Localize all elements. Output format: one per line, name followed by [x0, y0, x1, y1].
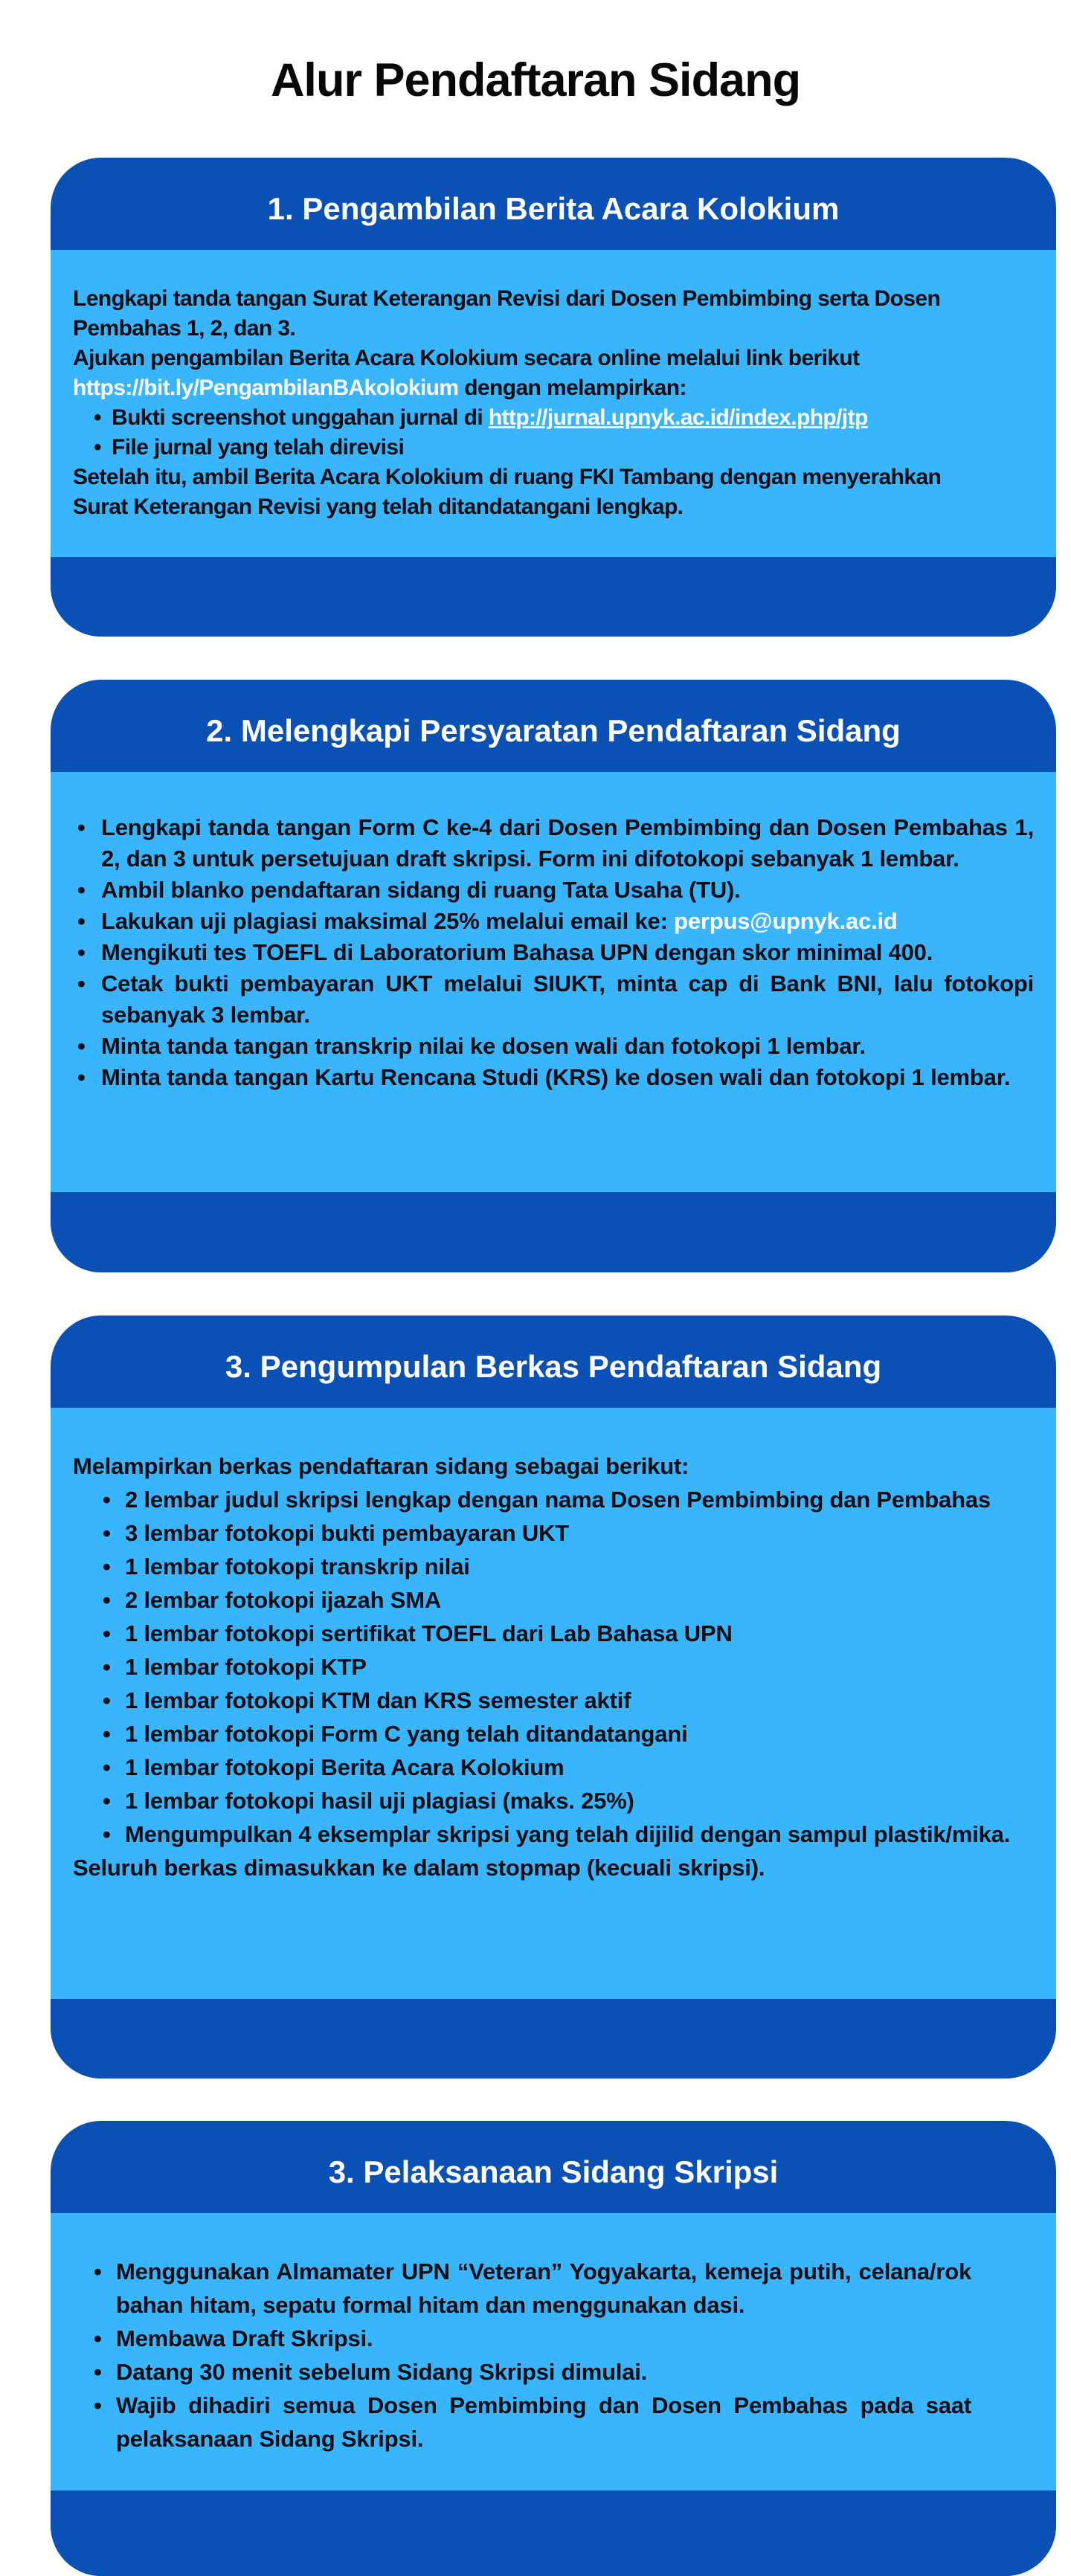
- list-item: • 1 lembar fotokopi Berita Acara Kolokium: [103, 1751, 1034, 1784]
- list-item: [92, 403, 1032, 433]
- step-card-1: [51, 158, 1056, 637]
- list-item: • 1 lembar fotokopi sertifikat TOEFL dari Lab Bahasa UPN: [103, 1617, 1034, 1650]
- bitly-link[interactable]: https://bit.ly/PengambilanBAkolokium: [73, 376, 459, 401]
- card-4-title: 3. Pelaksanaan Sidang Skripsi: [328, 2154, 779, 2190]
- card-4-footer: [51, 2490, 1056, 2576]
- card-1-footer: [51, 557, 1056, 637]
- list-item: • 2 lembar fotokopi ijazah SMA: [103, 1583, 1034, 1617]
- card-1-paragraph-2: [73, 344, 1032, 403]
- list-item: • Minta tanda tangan Kartu Rencana Studi (KRS) ke dosen wali dan fotokopi 1 lembar.: [76, 1062, 1034, 1093]
- step-card-3: [51, 1316, 1056, 2078]
- card-2-bullet-list: [76, 812, 1034, 1093]
- list-item: • 1 lembar fotokopi KTP: [103, 1650, 1034, 1684]
- card-4-body: [51, 2213, 1056, 2490]
- card-1-paragraph-3: Setelah itu, ambil Berita Acara Kolokium di ruang FKI Tambang dengan menyerahkan Surat Keterangan Revisi yang telah ditandatangani lengkap.: [73, 465, 942, 520]
- card-2-footer: [51, 1192, 1056, 1272]
- card-4-bullet-list: [94, 2255, 1034, 2456]
- list-item: • 3 lembar fotokopi bukti pembayaran UKT: [103, 1516, 1034, 1550]
- list-item: • 2 lembar judul skripsi lengkap dengan nama Dosen Pembimbing dan Pembahas: [103, 1483, 1034, 1516]
- perpus-email-link[interactable]: perpus@upnyk.ac.id: [674, 908, 898, 935]
- card-1-bullet-list: [92, 403, 1032, 463]
- list-item: • Membawa Draft Skripsi.: [94, 2322, 971, 2355]
- card-1-paragraph-1: Lengkapi tanda tangan Surat Keterangan Revisi dari Dosen Pembimbing serta Dosen Pembahas 1, 2, dan 3.: [73, 286, 941, 341]
- list-item: [76, 906, 1034, 937]
- card-3-body: [51, 1408, 1056, 1999]
- list-item: • Ambil blanko pendaftaran sidang di ruang Tata Usaha (TU).: [76, 875, 1034, 906]
- card-3-bullet-list: [103, 1483, 1034, 1851]
- page-title: Alur Pendaftaran Sidang: [270, 54, 801, 107]
- step-card-2: [51, 680, 1056, 1272]
- card-1-header: [51, 158, 1056, 250]
- jurnal-upload-link[interactable]: http://jurnal.upnyk.ac.id/index.php/jtp: [488, 405, 868, 431]
- card-1-paragraph-2-suffix: dengan melampirkan:: [458, 376, 686, 401]
- card-1-bullet-1-text: Bukti screenshot unggahan jurnal di: [112, 405, 489, 431]
- list-item: • Lengkapi tanda tangan Form C ke-4 dari Dosen Pembimbing dan Dosen Pembahas 1, 2, dan 3 untuk persetujuan draft skripsi. Form ini difotokopi sebanyak 1 lembar.: [76, 812, 1034, 875]
- card-3-outro: Seluruh berkas dimasukkan ke dalam stopmap (kecuali skripsi).: [73, 1855, 765, 1881]
- card-4-header: [51, 2121, 1056, 2213]
- list-item: • 1 lembar fotokopi transkrip nilai: [103, 1550, 1034, 1583]
- card-1-paragraph-2-text: Ajukan pengambilan Berita Acara Kolokium secara online melalui link berikut: [73, 346, 860, 371]
- card-1-title: 1. Pengambilan Berita Acara Kolokium: [267, 191, 840, 227]
- step-card-4: [51, 2121, 1056, 2576]
- card-3-header: [51, 1316, 1056, 1408]
- list-item: • Mengumpulkan 4 eksemplar skripsi yang telah dijilid dengan sampul plastik/mika.: [103, 1817, 1034, 1851]
- list-item: • 1 lembar fotokopi hasil uji plagiasi (maks. 25%): [103, 1784, 1034, 1817]
- list-item: • Cetak bukti pembayaran UKT melalui SIUKT, minta cap di Bank BNI, lalu fotokopi sebanyak 3 lembar.: [76, 968, 1034, 1031]
- card-2-body: [51, 772, 1056, 1192]
- list-item: • Menggunakan Almamater UPN “Veteran” Yogyakarta, kemeja putih, celana/rok bahan hitam, sepatu formal hitam dan menggunakan dasi.: [94, 2255, 971, 2322]
- card-1-body: [51, 250, 1056, 557]
- list-item: • Mengikuti tes TOEFL di Laboratorium Bahasa UPN dengan skor minimal 400.: [76, 937, 1034, 968]
- list-item: • 1 lembar fotokopi Form C yang telah ditandatangani: [103, 1717, 1034, 1751]
- list-item: • File jurnal yang telah direvisi: [92, 433, 1032, 463]
- card-2-bullet-3-text: Lakukan uji plagiasi maksimal 25% melalui email ke:: [101, 908, 675, 935]
- list-item: • 1 lembar fotokopi KTM dan KRS semester aktif: [103, 1684, 1034, 1717]
- card-3-title: 3. Pengumpulan Berkas Pendaftaran Sidang: [225, 1349, 882, 1385]
- card-3-intro: Melampirkan berkas pendaftaran sidang sebagai berikut:: [73, 1453, 689, 1480]
- card-2-title: 2. Melengkapi Persyaratan Pendaftaran Sidang: [206, 713, 901, 749]
- list-item: • Minta tanda tangan transkrip nilai ke dosen wali dan fotokopi 1 lembar.: [76, 1031, 1034, 1062]
- list-item: • Datang 30 menit sebelum Sidang Skripsi dimulai.: [94, 2355, 971, 2389]
- list-item: • Wajib dihadiri semua Dosen Pembimbing dan Dosen Pembahas pada saat pelaksanaan Sidang Skripsi.: [94, 2389, 971, 2456]
- card-3-footer: [51, 1999, 1056, 2078]
- card-2-header: [51, 680, 1056, 772]
